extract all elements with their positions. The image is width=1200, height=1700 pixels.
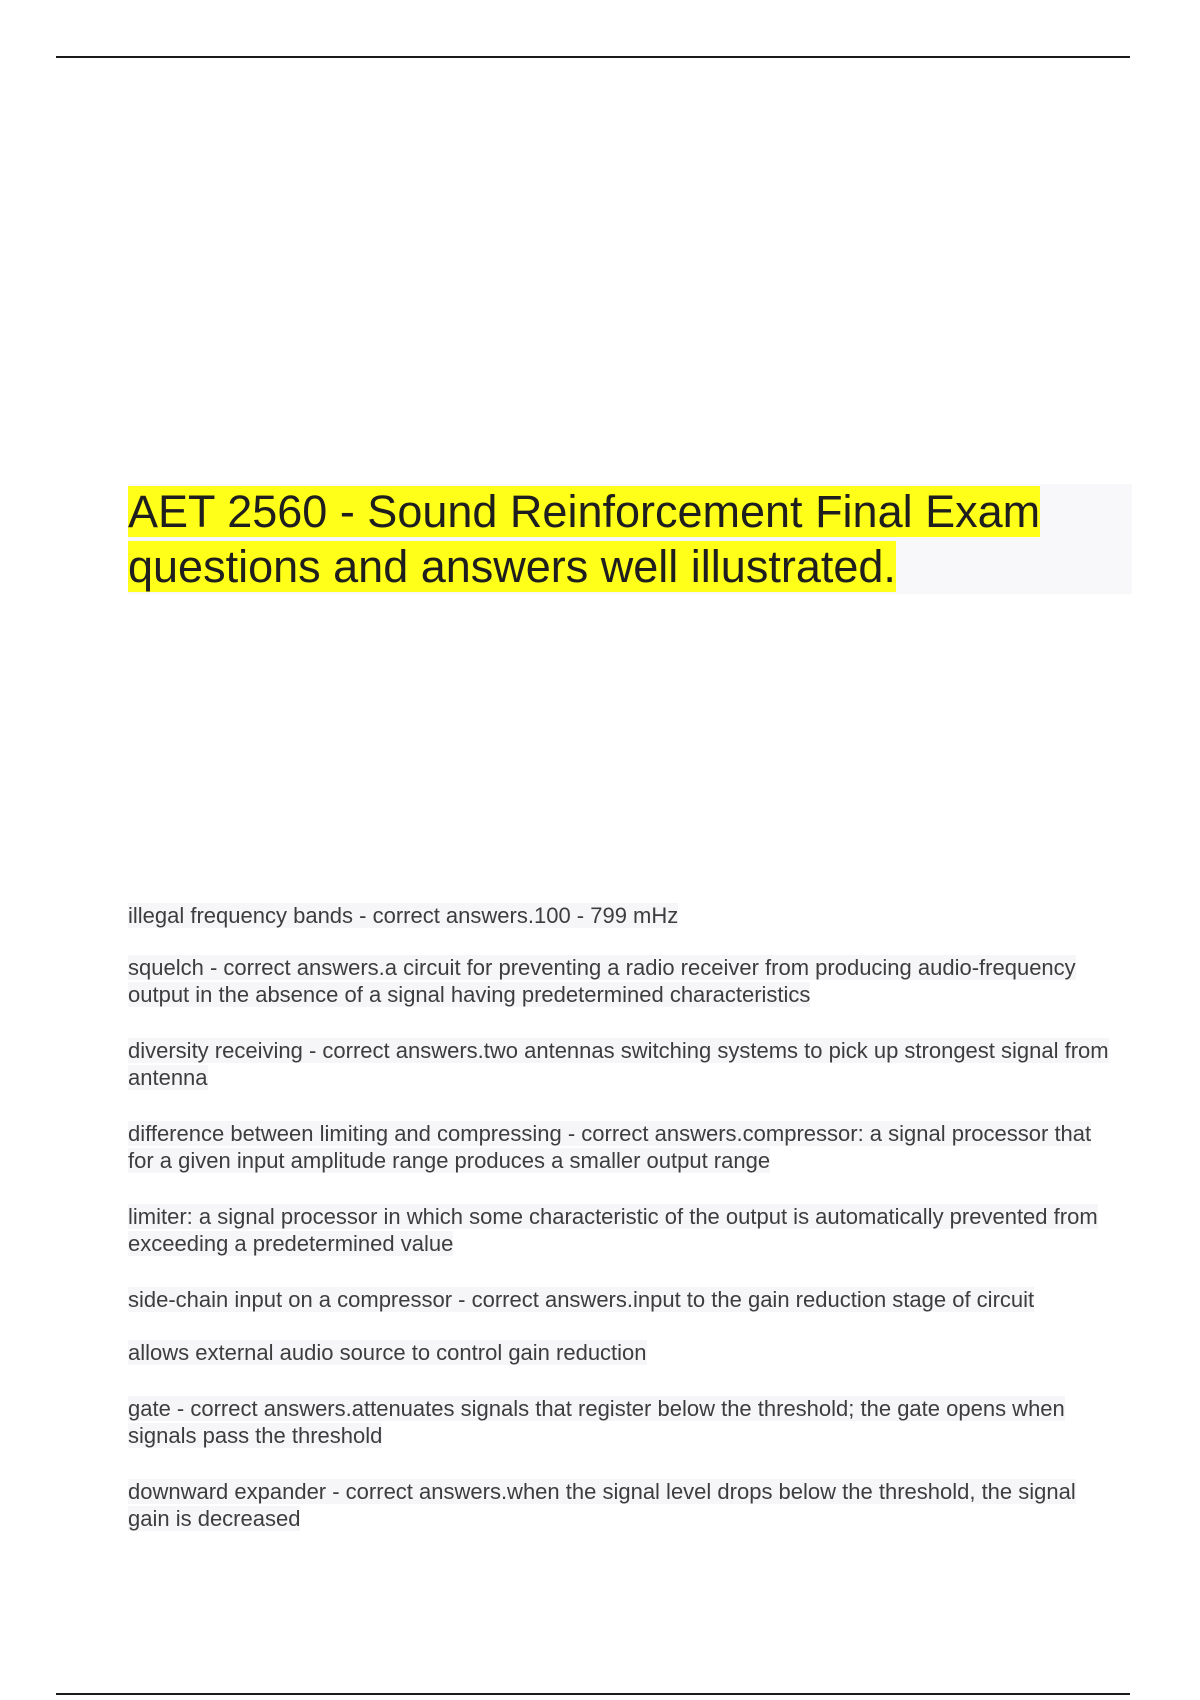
- qa-entry-limiting-vs-compressing: [128, 1120, 1118, 1174]
- title-block: [128, 484, 1132, 594]
- footer-rule: [56, 1693, 1130, 1695]
- qa-entry-limiter: [128, 1203, 1138, 1257]
- qa-entry-diversity-receiving: [128, 1037, 1118, 1091]
- qa-entry-squelch: [128, 954, 1118, 1008]
- qa-entry-text: illegal frequency bands - correct answers.100 - 799 mHz: [128, 903, 679, 928]
- qa-entry-text: difference between limiting and compressing - correct answers.compressor: a signal processor that for a given input amplitude range produces a smaller output range: [128, 1121, 1092, 1173]
- document-title: [128, 484, 1132, 594]
- qa-entry-side-chain-detail: [128, 1339, 1138, 1366]
- title-highlight: AET 2560 - Sound Reinforcement Final Exam questions and answers well illustrated.: [128, 486, 1041, 592]
- qa-entry-text: squelch - correct answers.a circuit for preventing a radio receiver from producing audio-frequency output in the absence of a signal having predetermined characteristics: [128, 955, 1076, 1007]
- qa-entry-gate: [128, 1395, 1118, 1449]
- qa-entry-text: limiter: a signal processor in which some characteristic of the output is automatically prevented from exceeding a predetermined value: [128, 1204, 1098, 1256]
- header-rule: [56, 56, 1130, 58]
- qa-entry-side-chain-input: [128, 1286, 1138, 1313]
- qa-entry-text: diversity receiving - correct answers.two antennas switching systems to pick up strongest signal from antenna: [128, 1038, 1109, 1090]
- qa-entry-text: side-chain input on a compressor - correct answers.input to the gain reduction stage of circuit: [128, 1287, 1035, 1312]
- qa-entry-text: downward expander - correct answers.when the signal level drops below the threshold, the signal gain is decreased: [128, 1479, 1076, 1531]
- qa-entry-downward-expander: [128, 1478, 1118, 1532]
- qa-entry-illegal-frequency-bands: [128, 902, 1138, 929]
- qa-entry-text: allows external audio source to control gain reduction: [128, 1340, 647, 1365]
- qa-list: [128, 902, 1138, 1532]
- qa-entry-text: gate - correct answers.attenuates signals that register below the threshold; the gate opens when signals pass the threshold: [128, 1396, 1065, 1448]
